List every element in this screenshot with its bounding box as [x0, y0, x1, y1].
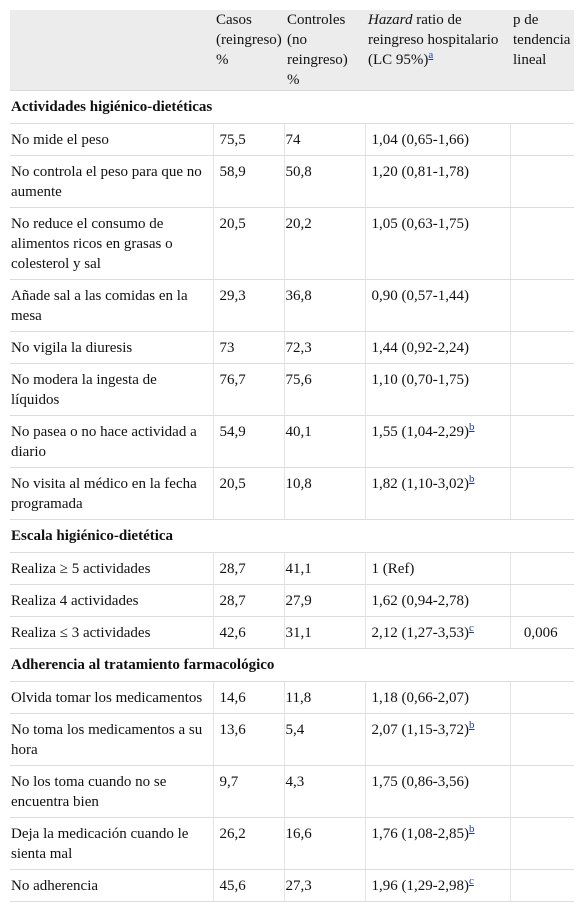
row-label: No toma los medicamentos a su hora: [10, 714, 213, 766]
hazard-ratio-text: 2,12 (1,27-3,53): [371, 625, 469, 641]
table-header: [10, 10, 574, 91]
controles-value: 41,1: [284, 553, 365, 585]
p-trend-value: [510, 553, 574, 585]
row-label: No modera la ingesta de líquidos: [10, 364, 213, 416]
row-label: No adherencia: [10, 870, 213, 902]
header-blank: [10, 10, 213, 91]
footnote-link[interactable]: c: [469, 875, 474, 887]
controles-value: 74: [284, 124, 365, 156]
section-row: [10, 91, 574, 124]
p-trend-value: [510, 714, 574, 766]
footnote-ref: [469, 622, 474, 634]
controles-value: 4,3: [284, 766, 365, 818]
hazard-ratio-text: 1,20 (0,81-1,78): [371, 164, 469, 180]
row-label: No mide el peso: [10, 124, 213, 156]
section-row: [10, 649, 574, 682]
header-p-trend: p de tendencia lineal: [510, 10, 574, 91]
hazard-ratio-text: 1 (Ref): [371, 561, 415, 577]
hazard-ratio-text: 1,96 (1,29-2,98): [371, 878, 469, 894]
table-row: [10, 468, 574, 520]
hazard-ratio-value: [365, 617, 510, 649]
row-label: Realiza ≥ 5 actividades: [10, 553, 213, 585]
casos-value: 28,7: [213, 553, 284, 585]
p-trend-value: [510, 682, 574, 714]
casos-value: 26,2: [213, 818, 284, 870]
hazard-ratio-value: [365, 280, 510, 332]
table-row: [10, 766, 574, 818]
header-casos: Casos (reingreso) %: [213, 10, 284, 91]
footnote-link[interactable]: b: [469, 421, 475, 433]
casos-value: 58,9: [213, 156, 284, 208]
row-label: No vigila la diuresis: [10, 332, 213, 364]
table-row: [10, 870, 574, 902]
hazard-ratio-text: 1,76 (1,08-2,85): [371, 826, 469, 842]
hazard-ratio-text: 1,75 (0,86-3,56): [371, 774, 469, 790]
casos-value: 9,7: [213, 766, 284, 818]
hazard-ratio-value: [365, 468, 510, 520]
hazard-ratio-value: [365, 766, 510, 818]
row-label: Añade sal a las comidas en la mesa: [10, 280, 213, 332]
footnote-ref: [469, 875, 474, 887]
controles-value: 50,8: [284, 156, 365, 208]
table-row: [10, 617, 574, 649]
controles-value: 5,4: [284, 714, 365, 766]
table-row: [10, 416, 574, 468]
p-trend-value: [510, 870, 574, 902]
footnote-ref: [469, 473, 475, 485]
p-trend-value: [510, 585, 574, 617]
controles-value: 10,8: [284, 468, 365, 520]
hazard-ratio-value: [365, 364, 510, 416]
table-row: [10, 714, 574, 766]
controles-value: 36,8: [284, 280, 365, 332]
table-row: [10, 364, 574, 416]
casos-value: 28,7: [213, 585, 284, 617]
hazard-ratio-text: 1,82 (1,10-3,02): [371, 476, 469, 492]
footnote-link[interactable]: b: [469, 473, 475, 485]
casos-value: 54,9: [213, 416, 284, 468]
row-label: No pasea o no hace actividad a diario: [10, 416, 213, 468]
controles-value: 27,9: [284, 585, 365, 617]
hazard-ratio-text: 1,10 (0,70-1,75): [371, 372, 469, 388]
casos-value: 13,6: [213, 714, 284, 766]
header-hazard-ratio: [365, 10, 510, 91]
footnote-link[interactable]: b: [469, 719, 475, 731]
p-trend-value: [510, 364, 574, 416]
hazard-ratio-text: 2,07 (1,15-3,72): [371, 722, 469, 738]
footnote-link-a[interactable]: a: [428, 49, 434, 61]
hazard-ratio-value: [365, 553, 510, 585]
casos-value: 76,7: [213, 364, 284, 416]
row-label: Realiza 4 actividades: [10, 585, 213, 617]
hazard-ratio-text: 1,05 (0,63-1,75): [371, 216, 469, 232]
casos-value: 42,6: [213, 617, 284, 649]
controles-value: 40,1: [284, 416, 365, 468]
hazard-ratio-value: [365, 714, 510, 766]
table-row: [10, 682, 574, 714]
controles-value: 27,3: [284, 870, 365, 902]
casos-value: 14,6: [213, 682, 284, 714]
table-row: [10, 818, 574, 870]
controles-value: 72,3: [284, 332, 365, 364]
hazard-ratio-value: [365, 208, 510, 280]
footnote-link[interactable]: c: [469, 622, 474, 634]
casos-value: 75,5: [213, 124, 284, 156]
controles-value: 75,6: [284, 364, 365, 416]
controles-value: 16,6: [284, 818, 365, 870]
table-row: [10, 280, 574, 332]
row-label: No reduce el consumo de alimentos ricos en grasas o colesterol y sal: [10, 208, 213, 280]
p-trend-value: [510, 208, 574, 280]
row-label: Deja la medicación cuando le sienta mal: [10, 818, 213, 870]
p-trend-value: [510, 332, 574, 364]
hazard-ratio-value: [365, 332, 510, 364]
casos-value: 20,5: [213, 468, 284, 520]
hazard-ratio-text: 1,62 (0,94-2,78): [371, 593, 469, 609]
p-trend-value: [510, 818, 574, 870]
section-row: [10, 520, 574, 553]
casos-value: 29,3: [213, 280, 284, 332]
table-row: [10, 332, 574, 364]
controles-value: 11,8: [284, 682, 365, 714]
section-title: Escala higiénico-dietética: [10, 520, 574, 553]
table-row: [10, 585, 574, 617]
hazard-ratio-value: [365, 416, 510, 468]
footnote-ref: [469, 823, 475, 835]
p-trend-value: [510, 766, 574, 818]
p-trend-value: [510, 468, 574, 520]
table-body: [10, 91, 574, 902]
p-trend-value: 0,006: [510, 617, 574, 649]
hazard-ratio-value: [365, 818, 510, 870]
p-trend-value: [510, 124, 574, 156]
footnote-ref: [428, 49, 433, 61]
footnote-ref: [469, 421, 475, 433]
hazard-ratio-value: [365, 682, 510, 714]
table-row: [10, 208, 574, 280]
readmission-table: [10, 10, 574, 902]
row-label: No visita al médico en la fecha programada: [10, 468, 213, 520]
p-trend-value: [510, 156, 574, 208]
row-label: No los toma cuando no se encuentra bien: [10, 766, 213, 818]
row-label: No controla el peso para que no aumente: [10, 156, 213, 208]
table-row: [10, 553, 574, 585]
p-trend-value: [510, 416, 574, 468]
header-controles: Controles (no reingreso) %: [284, 10, 365, 91]
header-row: [10, 10, 574, 91]
header-hazard-rest: ratio de reingreso hospitalario (LC 95%): [368, 12, 499, 68]
row-label: Realiza ≤ 3 actividades: [10, 617, 213, 649]
controles-value: 31,1: [284, 617, 365, 649]
hazard-ratio-text: 0,90 (0,57-1,44): [371, 288, 469, 304]
hazard-ratio-value: [365, 870, 510, 902]
hazard-ratio-text: 1,18 (0,66-2,07): [371, 690, 469, 706]
hazard-ratio-text: 1,55 (1,04-2,29): [371, 424, 469, 440]
controles-value: 20,2: [284, 208, 365, 280]
hazard-ratio-value: [365, 156, 510, 208]
footnote-link[interactable]: b: [469, 823, 475, 835]
hazard-ratio-text: 1,44 (0,92-2,24): [371, 340, 469, 356]
hazard-ratio-value: [365, 585, 510, 617]
table-row: [10, 156, 574, 208]
header-hazard-italic: Hazard: [368, 12, 413, 28]
hazard-ratio-value: [365, 124, 510, 156]
p-trend-value: [510, 280, 574, 332]
footnote-ref: [469, 719, 475, 731]
section-title: Adherencia al tratamiento farmacológico: [10, 649, 574, 682]
row-label: Olvida tomar los medicamentos: [10, 682, 213, 714]
casos-value: 20,5: [213, 208, 284, 280]
casos-value: 73: [213, 332, 284, 364]
casos-value: 45,6: [213, 870, 284, 902]
table-row: [10, 124, 574, 156]
section-title: Actividades higiénico-dietéticas: [10, 91, 574, 124]
hazard-ratio-text: 1,04 (0,65-1,66): [371, 132, 469, 148]
